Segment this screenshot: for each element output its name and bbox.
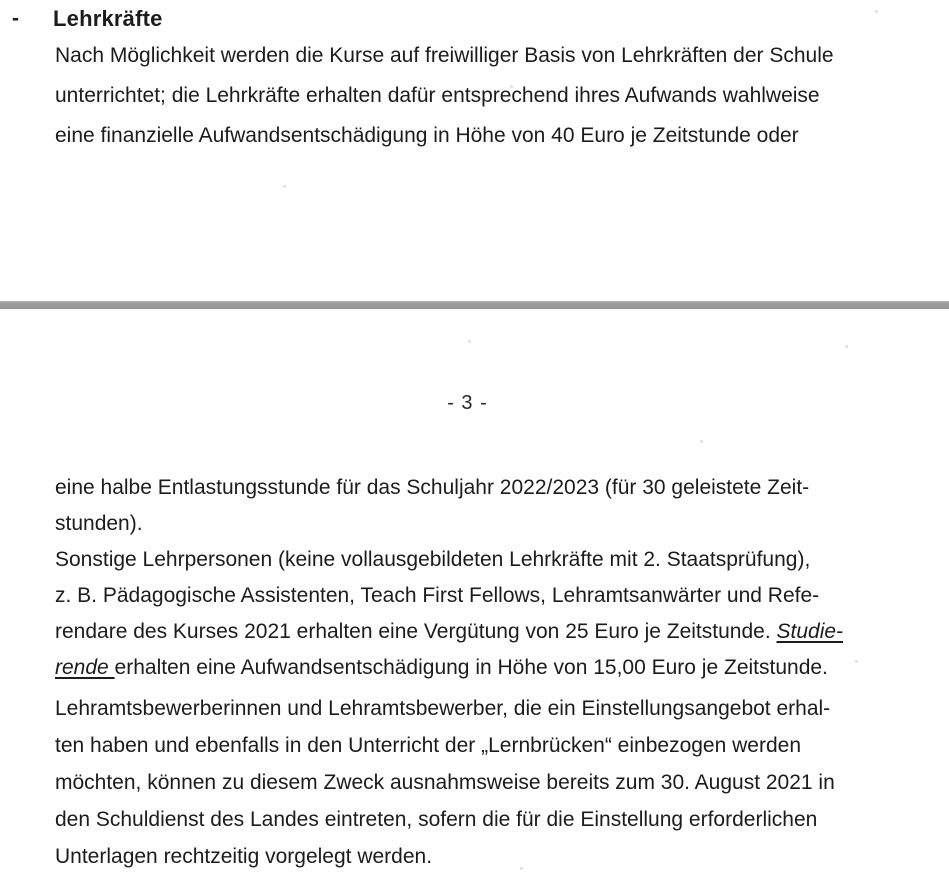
paragraph-line [55,650,915,686]
emphasized-term: rende [55,656,115,679]
section-heading-row [0,4,949,34]
paragraph-teachers [55,36,915,156]
list-dash-bullet: - [12,7,19,30]
page-break-divider [0,301,949,309]
line-text: erhalten eine Aufwandsentschädigung in Höhe von 15,00 Euro je Zeitstunde. [114,656,828,679]
paragraph-line: eine finanzielle Aufwandsentschädigung in Höhe von 40 Euro je Zeitstunde oder [55,124,799,147]
paragraph-applicants [55,690,915,875]
paragraph-line: den Schuldienst des Landes eintreten, sofern die für die Einstellung erforderlichen [55,808,818,831]
paragraph-line: möchten, können zu diesem Zweck ausnahmsweise bereits zum 30. August 2021 in [55,771,835,794]
scan-speckle [283,185,286,188]
paragraph-line: eine halbe Entlastungsstunde für das Schuljahr 2022/2023 (für 30 geleistete Zeit- [55,476,810,499]
paragraph-line: z. B. Pädagogische Assistenten, Teach First Fellows, Lehramtsanwärter und Refe- [55,584,820,607]
line-text: rendare des Kurses 2021 erhalten eine Vergütung von 25 Euro je Zeitstunde. [55,620,777,643]
paragraph-line: Nach Möglichkeit werden die Kurse auf freiwilliger Basis von Lehrkräften der Schule [55,44,834,67]
page-number: - 3 - [447,392,488,414]
emphasized-term: Studie- [776,620,844,643]
scan-speckle [845,345,848,348]
section-heading: Lehrkräfte [53,6,163,31]
scan-speckle [468,340,471,343]
paragraph-line: unterrichtet; die Lehrkräfte erhalten dafür entsprechend ihres Aufwands wahlweise [55,84,820,107]
paragraph-line: Unterlagen rechtzeitig vorgelegt werden. [55,845,433,868]
paragraph-compensation [55,470,915,686]
paragraph-line: ten haben und ebenfalls in den Unterricht der „Lernbrücken“ einbezogen werden [55,734,801,757]
paragraph-line: Lehramtsbewerberinnen und Lehramtsbewerber, die ein Einstellungsangebot erhal- [55,697,831,720]
paragraph-line: stunden). [55,512,143,535]
paragraph-line [55,614,915,650]
paragraph-line: Sonstige Lehrpersonen (keine vollausgebildeten Lehrkräfte mit 2. Staatsprüfung), [55,548,811,571]
scan-speckle [700,440,703,443]
